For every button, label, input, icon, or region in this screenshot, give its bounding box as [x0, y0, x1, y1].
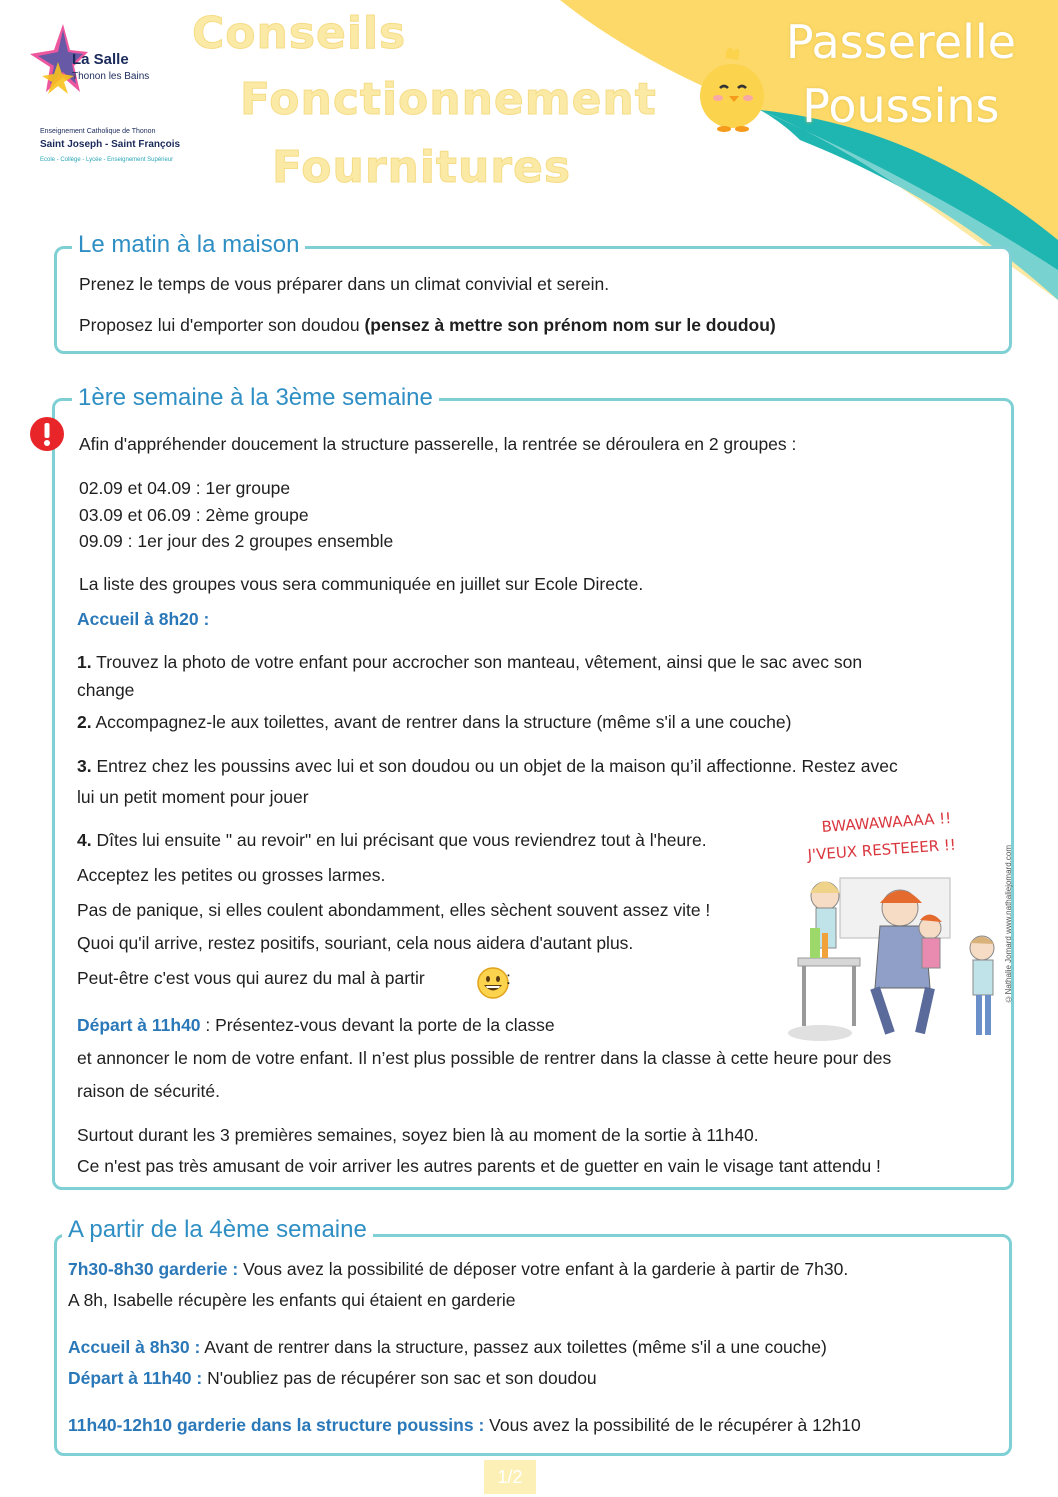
- illustration-bubble-2: J'VEUX RESTEEER !!: [807, 835, 957, 864]
- depart-11h40-line: [68, 1368, 597, 1389]
- smiley-icon: [476, 966, 510, 1000]
- logo-city: Thonon les Bains: [72, 71, 150, 82]
- groups-together-date: 09.09 : 1er jour des 2 groupes ensemble: [79, 531, 394, 551]
- badge-passerelle: Passerelle: [785, 15, 1016, 69]
- step-2-text: Accompagnez-le aux toilettes, avant de rentrer dans la structure (même s'il a une couche): [91, 712, 792, 732]
- step-4-text: Dîtes lui ensuite " au revoir" en lui précisant que vous reviendrez tout à l'heure.: [91, 830, 707, 850]
- logo-school-name: Saint Joseph - Saint François: [40, 139, 181, 150]
- tears-line: Acceptez les petites ou grosses larmes.: [77, 865, 386, 885]
- waiting-note: Ce n'est pas très amusant de voir arriver les autres parents et de guetter en vain le visage tant attendu !: [77, 1156, 881, 1176]
- morning-p1: Prenez le temps de vous préparer dans un climat convivial et serein.: [79, 274, 610, 294]
- isabelle-line: A 8h, Isabelle récupère les enfants qui étaient en garderie: [68, 1290, 516, 1310]
- morning-p2: [79, 315, 776, 336]
- star-logo-icon: [28, 22, 88, 117]
- depart-11h40-label: Départ à 11h40 :: [68, 1368, 203, 1388]
- pickup-reminder: Surtout durant les 3 premières semaines, soyez bien là au moment de la sortie à 11h40.: [77, 1125, 759, 1145]
- title-fournitures: Fournitures: [272, 142, 572, 193]
- school-logo: [28, 22, 198, 163]
- group-2-dates: 03.09 et 06.09 : 2ème groupe: [79, 505, 309, 525]
- step-3-number: 3.: [77, 756, 92, 776]
- logo-tagline: Enseignement Catholique de Thonon: [40, 128, 156, 135]
- garderie-line: [68, 1259, 848, 1280]
- accueil-8h30-label: Accueil à 8h30 :: [68, 1337, 201, 1357]
- panic-line: Pas de panique, si elles coulent abondamment, elles sèchent souvent assez vite !: [77, 900, 711, 920]
- badge-poussins: Poussins: [802, 79, 1000, 133]
- depart-label: Départ à 11h40: [77, 1015, 201, 1035]
- midi-garderie-line: [68, 1415, 861, 1436]
- accueil-label: Accueil à 8h20 :: [77, 609, 210, 629]
- title-conseils: Conseils: [192, 8, 407, 59]
- group-1-dates: 02.09 et 04.09 : 1er groupe: [79, 478, 291, 498]
- accueil-8h30-line: [68, 1337, 827, 1358]
- logo-name: La Salle: [72, 51, 129, 68]
- positive-line: Quoi qu'il arrive, restez positifs, souriant, cela nous aidera d'autant plus.: [77, 933, 634, 953]
- morning-p2-text: Proposez lui d'emporter son doudou: [79, 315, 365, 335]
- warning-icon: [29, 416, 65, 452]
- step-4-number: 4.: [77, 830, 92, 850]
- midi-garderie-label: 11h40-12h10 garderie dans la structure poussins :: [68, 1415, 485, 1435]
- step-1-cont: change: [77, 680, 135, 700]
- page-number: 1/2: [484, 1460, 536, 1494]
- step-4: [77, 830, 707, 851]
- chick-icon: [696, 38, 766, 134]
- leave-line: Peut-être c'est vous qui aurez du mal à partir: [77, 968, 425, 988]
- step-3-cont: lui un petit moment pour jouer: [77, 787, 309, 807]
- class-badge: [786, 10, 1016, 138]
- accueil-8h30-text: Avant de rentrer dans la structure, passez aux toilettes (même s'il a une couche): [200, 1337, 827, 1357]
- midi-garderie-text: Vous avez la possibilité de le récupérer à 12h10: [484, 1415, 861, 1435]
- title-fonctionnement: Fonctionnement: [240, 74, 657, 125]
- logo-levels: Ecole - Collège - Lycée - Enseignement Supérieur: [40, 157, 174, 163]
- section-weeks1-3-title: 1ère semaine à la 3ème semaine: [72, 384, 439, 412]
- step-1-text: Trouvez la photo de votre enfant pour accrocher son manteau, vêtement, ainsi que le sac avec son: [91, 652, 863, 672]
- step-2: [77, 712, 791, 733]
- step-3-text: Entrez chez les poussins avec lui et son doudou ou un objet de la maison qu’il affectionne. Restez avec: [91, 756, 898, 776]
- garderie-label: 7h30-8h30 garderie :: [68, 1259, 239, 1279]
- depart-line: [77, 1015, 555, 1036]
- depart-line-2: et annoncer le nom de votre enfant. Il n’est plus possible de rentrer dans la classe à cette heure pour des: [77, 1048, 892, 1068]
- depart-line-3: raison de sécurité.: [77, 1081, 220, 1101]
- section-morning-box: [54, 246, 1012, 354]
- step-3: [77, 756, 898, 777]
- step-2-number: 2.: [77, 712, 92, 732]
- illustration-bubble-1: BWAWAWAAAA !!: [821, 808, 952, 836]
- morning-p2-bold: (pensez à mettre son prénom nom sur le doudou): [364, 315, 776, 335]
- illustration-credit: ©Nathalie Jomard www.nathaliejomard.com: [1004, 845, 1013, 1004]
- step-1: [77, 652, 862, 673]
- garderie-text: Vous avez la possibilité de déposer votre enfant à la garderie à partir de 7h30.: [238, 1259, 849, 1279]
- section-morning-title: Le matin à la maison: [72, 231, 305, 259]
- weeks-intro: Afin d'appréhender doucement la structure passerelle, la rentrée se déroulera en 2 groupes :: [79, 434, 797, 454]
- depart-text: : Présentez-vous devant la porte de la classe: [200, 1015, 555, 1035]
- step-1-number: 1.: [77, 652, 92, 672]
- section-week4-title: A partir de la 4ème semaine: [62, 1216, 373, 1244]
- group-list-info: La liste des groupes vous sera communiquée en juillet sur Ecole Directe.: [79, 574, 644, 594]
- depart-11h40-text: N'oubliez pas de récupérer son sac et son doudou: [202, 1368, 597, 1388]
- crying-child-illustration: [780, 808, 1010, 1048]
- leave-line-end: :: [506, 968, 511, 988]
